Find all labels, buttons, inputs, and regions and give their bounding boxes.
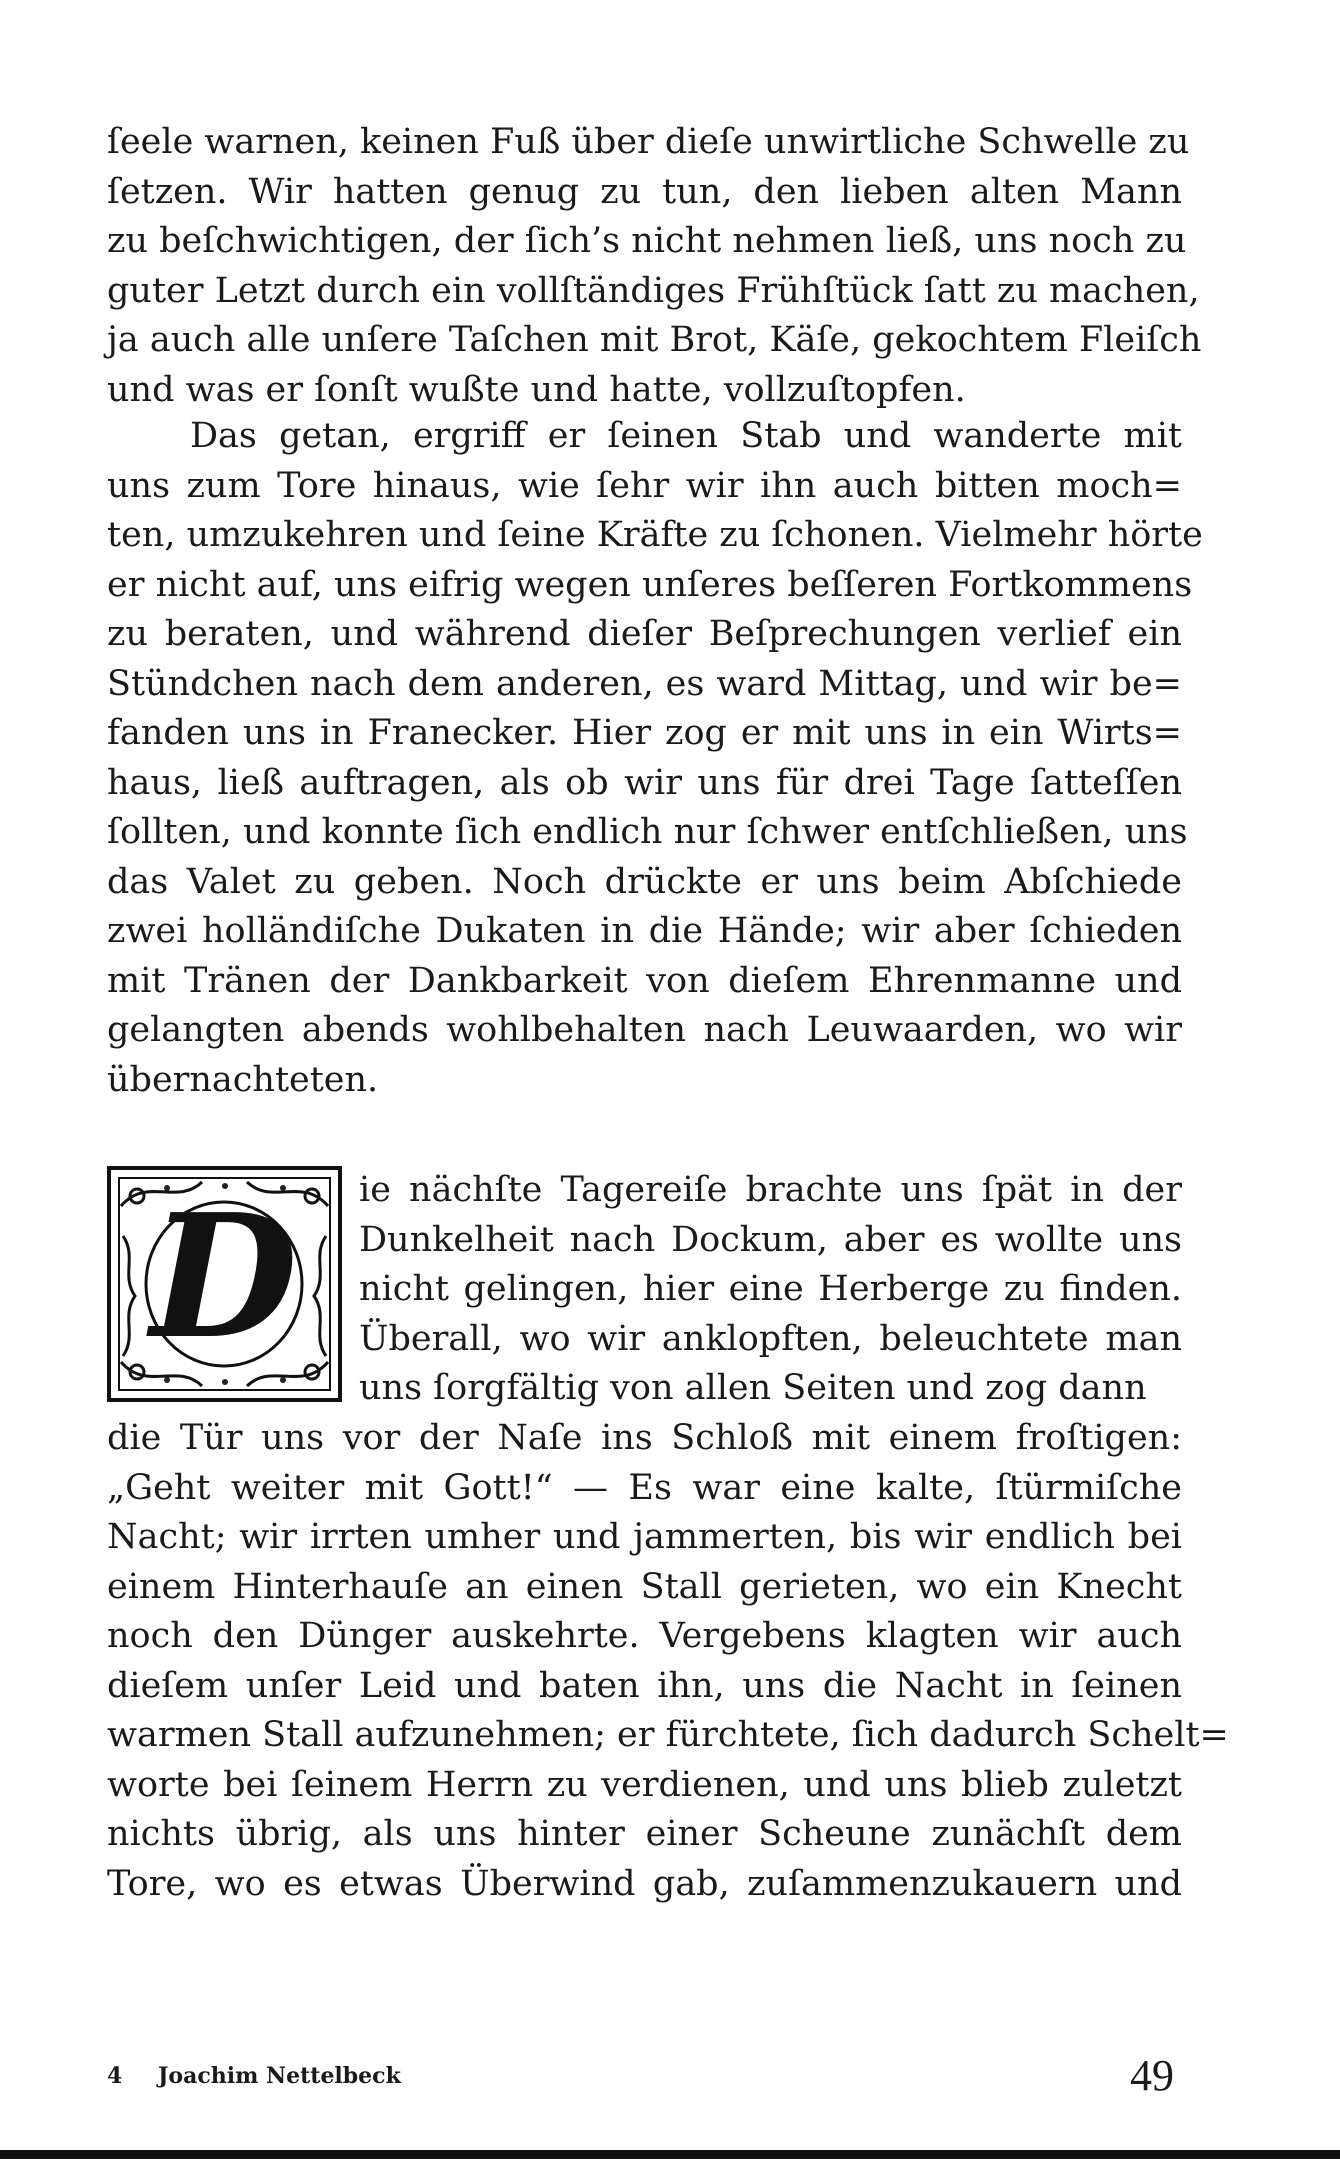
paragraph-3-opening-lines — [359, 1166, 1182, 1414]
running-title: Joachim Nettelbeck — [157, 2063, 401, 2089]
paragraph-3-continuation — [107, 1414, 1229, 1909]
text-line: nicht gelingen, hier eine Herberge zu finden. — [359, 1269, 1182, 1309]
text-line: Stündchen nach dem anderen, es ward Mittag, und wir be= — [107, 663, 1182, 704]
text-line: die Tür uns vor der Naſe ins Schloß mit einem froſtigen: — [107, 1418, 1182, 1458]
text-line: haus, ließ auftragen, als ob wir uns für drei Tage ſatteſſen — [107, 762, 1182, 803]
text-line: noch den Dünger auskehrte. Vergebens klagten wir auch — [107, 1616, 1182, 1656]
dropcap-letter: D — [150, 1177, 298, 1377]
text-line: ja auch alle unſere Taſchen mit Brot, Käſe, gekochtem Fleiſch — [107, 320, 1202, 360]
text-line: dieſem unſer Leid und baten ihn, uns die Nacht in ſeinen — [107, 1665, 1182, 1706]
text-line: und was er ſonſt wußte und hatte, vollzuſtopfen. — [107, 369, 966, 410]
text-line: das Valet zu geben. Noch drückte er uns beim Abſchiede — [107, 861, 1182, 902]
text-line: ie nächſte Tagereiſe brachte uns ſpät in der — [359, 1170, 1182, 1210]
text-line: ten, umzukehren und ſeine Kräfte zu ſchonen. Vielmehr hörte — [107, 515, 1203, 555]
text-line: zwei holländiſche Dukaten in die Hände; wir aber ſchieden — [107, 911, 1182, 951]
ornamental-initial-frame — [107, 1166, 342, 1402]
printer-signature-line — [107, 2063, 401, 2089]
text-line: nichts übrig, als uns hinter einer Scheune zunächſt dem — [107, 1814, 1182, 1854]
paragraph-2 — [107, 412, 1203, 1105]
text-line: Dunkelheit nach Dockum, aber es wollte uns — [359, 1219, 1182, 1260]
text-line: ſetzen. Wir hatten genug zu tun, den lieben alten Mann — [107, 171, 1182, 212]
text-line: ſollten, und konnte ſich endlich nur ſchwer entſchließen, uns — [107, 812, 1188, 852]
text-line: worte bei ſeinem Herrn zu verdienen, und uns blieb zuletzt — [107, 1764, 1182, 1805]
text-line: mit Tränen der Dankbarkeit von dieſem Ehrenmanne und — [107, 960, 1182, 1001]
page-bottom-edge — [0, 2150, 1340, 2159]
signature-mark: 4 — [107, 2063, 123, 2089]
text-line: übernachteten. — [107, 1059, 379, 1100]
paragraph-1 — [107, 118, 1202, 415]
text-line: Tore, wo es etwas Überwind gab, zuſammenzukauern und — [107, 1863, 1182, 1904]
text-line: guter Letzt durch ein vollſtändiges Frühſtück ſatt zu machen, — [107, 270, 1200, 311]
text-line: zu beraten, und während dieſer Beſprechungen verlief ein — [107, 614, 1182, 654]
text-line: Überall, wo wir anklopften, beleuchtete man — [359, 1318, 1182, 1359]
text-line: uns zum Tore hinaus, wie ſehr wir ihn auch bitten moch= — [107, 465, 1182, 506]
ornamental-initial — [107, 1166, 342, 1402]
text-line: einem Hinterhauſe an einen Stall gerieten, wo ein Knecht — [107, 1566, 1182, 1607]
text-line: Das getan, ergriff er ſeinen Stab und wanderte mit — [190, 416, 1182, 456]
text-line: warmen Stall aufzunehmen; er fürchtete, ſich dadurch Schelt= — [107, 1715, 1229, 1755]
text-line: Nacht; wir irrten umher und jammerten, bis wir endlich bei — [107, 1517, 1182, 1557]
text-line: ſeele warnen, keinen Fuß über dieſe unwirtliche Schwelle zu — [107, 122, 1190, 162]
page-number: 49 — [1130, 2051, 1174, 2100]
text-line: uns ſorgfältig von allen Seiten und zog dann — [359, 1368, 1147, 1408]
text-line: gelangten abends wohlbehalten nach Leuwaarden, wo wir — [107, 1010, 1182, 1050]
text-line: zu beſchwichtigen, der ſich’s nicht nehmen ließ, uns noch zu — [107, 221, 1187, 261]
text-line: fanden uns in Franecker. Hier zog er mit uns in ein Wirts= — [107, 713, 1182, 753]
text-line: „Geht weiter mit Gott!“ — Es war eine kalte, ſtürmiſche — [107, 1467, 1182, 1508]
text-line: er nicht auf, uns eifrig wegen unſeres beſſeren Fortkommens — [107, 564, 1193, 605]
